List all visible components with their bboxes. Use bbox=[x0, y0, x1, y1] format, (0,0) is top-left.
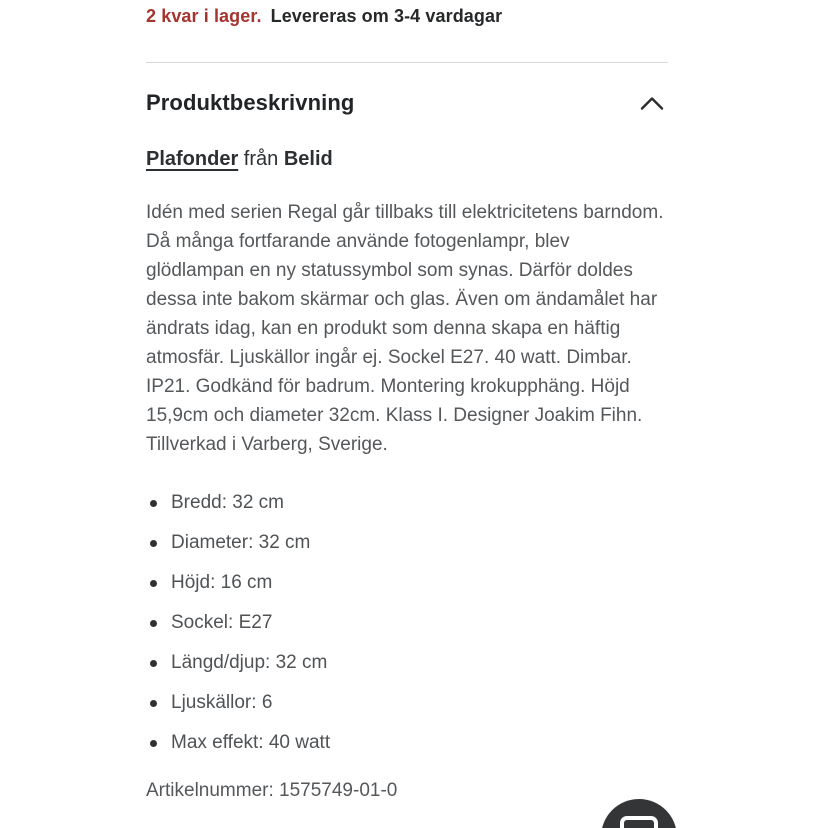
spec-item-bredd bbox=[150, 492, 650, 514]
bullet-icon bbox=[150, 500, 157, 507]
spec-item-diameter bbox=[150, 532, 650, 554]
spec-text: Max effekt: 40 watt bbox=[171, 732, 331, 753]
spec-item-ljuskallor bbox=[150, 692, 650, 714]
spec-text: Ljuskällor: 6 bbox=[171, 692, 273, 713]
chat-widget-button[interactable] bbox=[601, 799, 677, 828]
spec-text: Bredd: 32 cm bbox=[171, 492, 284, 513]
category-link[interactable]: Plafonder bbox=[146, 148, 239, 170]
spec-item-langd-djup bbox=[150, 652, 650, 674]
stock-status-text: 2 kvar i lager. bbox=[146, 6, 262, 26]
bullet-icon bbox=[150, 620, 157, 627]
product-title-line bbox=[146, 148, 668, 171]
bullet-icon bbox=[150, 660, 157, 667]
stock-status-row bbox=[146, 6, 668, 27]
bullet-icon bbox=[150, 540, 157, 547]
spec-item-sockel bbox=[150, 612, 650, 634]
product-description-accordion-header[interactable] bbox=[146, 90, 668, 116]
spec-text: Diameter: 32 cm bbox=[171, 532, 311, 553]
chevron-up-icon[interactable] bbox=[638, 95, 668, 112]
spec-item-hojd bbox=[150, 572, 650, 594]
chat-window-icon bbox=[620, 816, 658, 828]
spec-text: Sockel: E27 bbox=[171, 612, 273, 633]
bullet-icon bbox=[150, 700, 157, 707]
delivery-estimate-text: Levereras om 3-4 vardagar bbox=[270, 6, 503, 26]
product-description-text: Idén med serien Regal går tillbaks till elektricitetens barndom. Då många fortfarande använde fotogenlampr, blev glödlampan en ny statussymbol som synas. Därför doldes dessa inte bakom skärmar och glas. Även om ändamålet har ändrats idag, kan en produkt som denna skapa en häftig atmosfär. Ljuskällor ingår ej. Sockel E27. 40 watt. Dimbar. IP21. Godkänd för badrum. Montering krokupphäng. Höjd 15,9cm och diameter 32cm. Klass I. Designer Joakim Fihn. Tillverkad i Varberg, Sverige. bbox=[146, 202, 664, 455]
bullet-icon bbox=[150, 740, 157, 747]
article-number: Artikelnummer: 1575749-01-0 bbox=[146, 780, 398, 801]
section-title: Produktbeskrivning bbox=[146, 90, 355, 115]
title-connector: från bbox=[238, 148, 284, 170]
bullet-icon bbox=[150, 580, 157, 587]
spec-text: Längd/djup: 32 cm bbox=[171, 652, 328, 673]
brand-name: Belid bbox=[283, 148, 333, 170]
spec-item-max-effekt bbox=[150, 732, 650, 754]
spec-list bbox=[150, 492, 650, 772]
section-divider bbox=[146, 62, 668, 63]
spec-text: Höjd: 16 cm bbox=[171, 572, 273, 593]
